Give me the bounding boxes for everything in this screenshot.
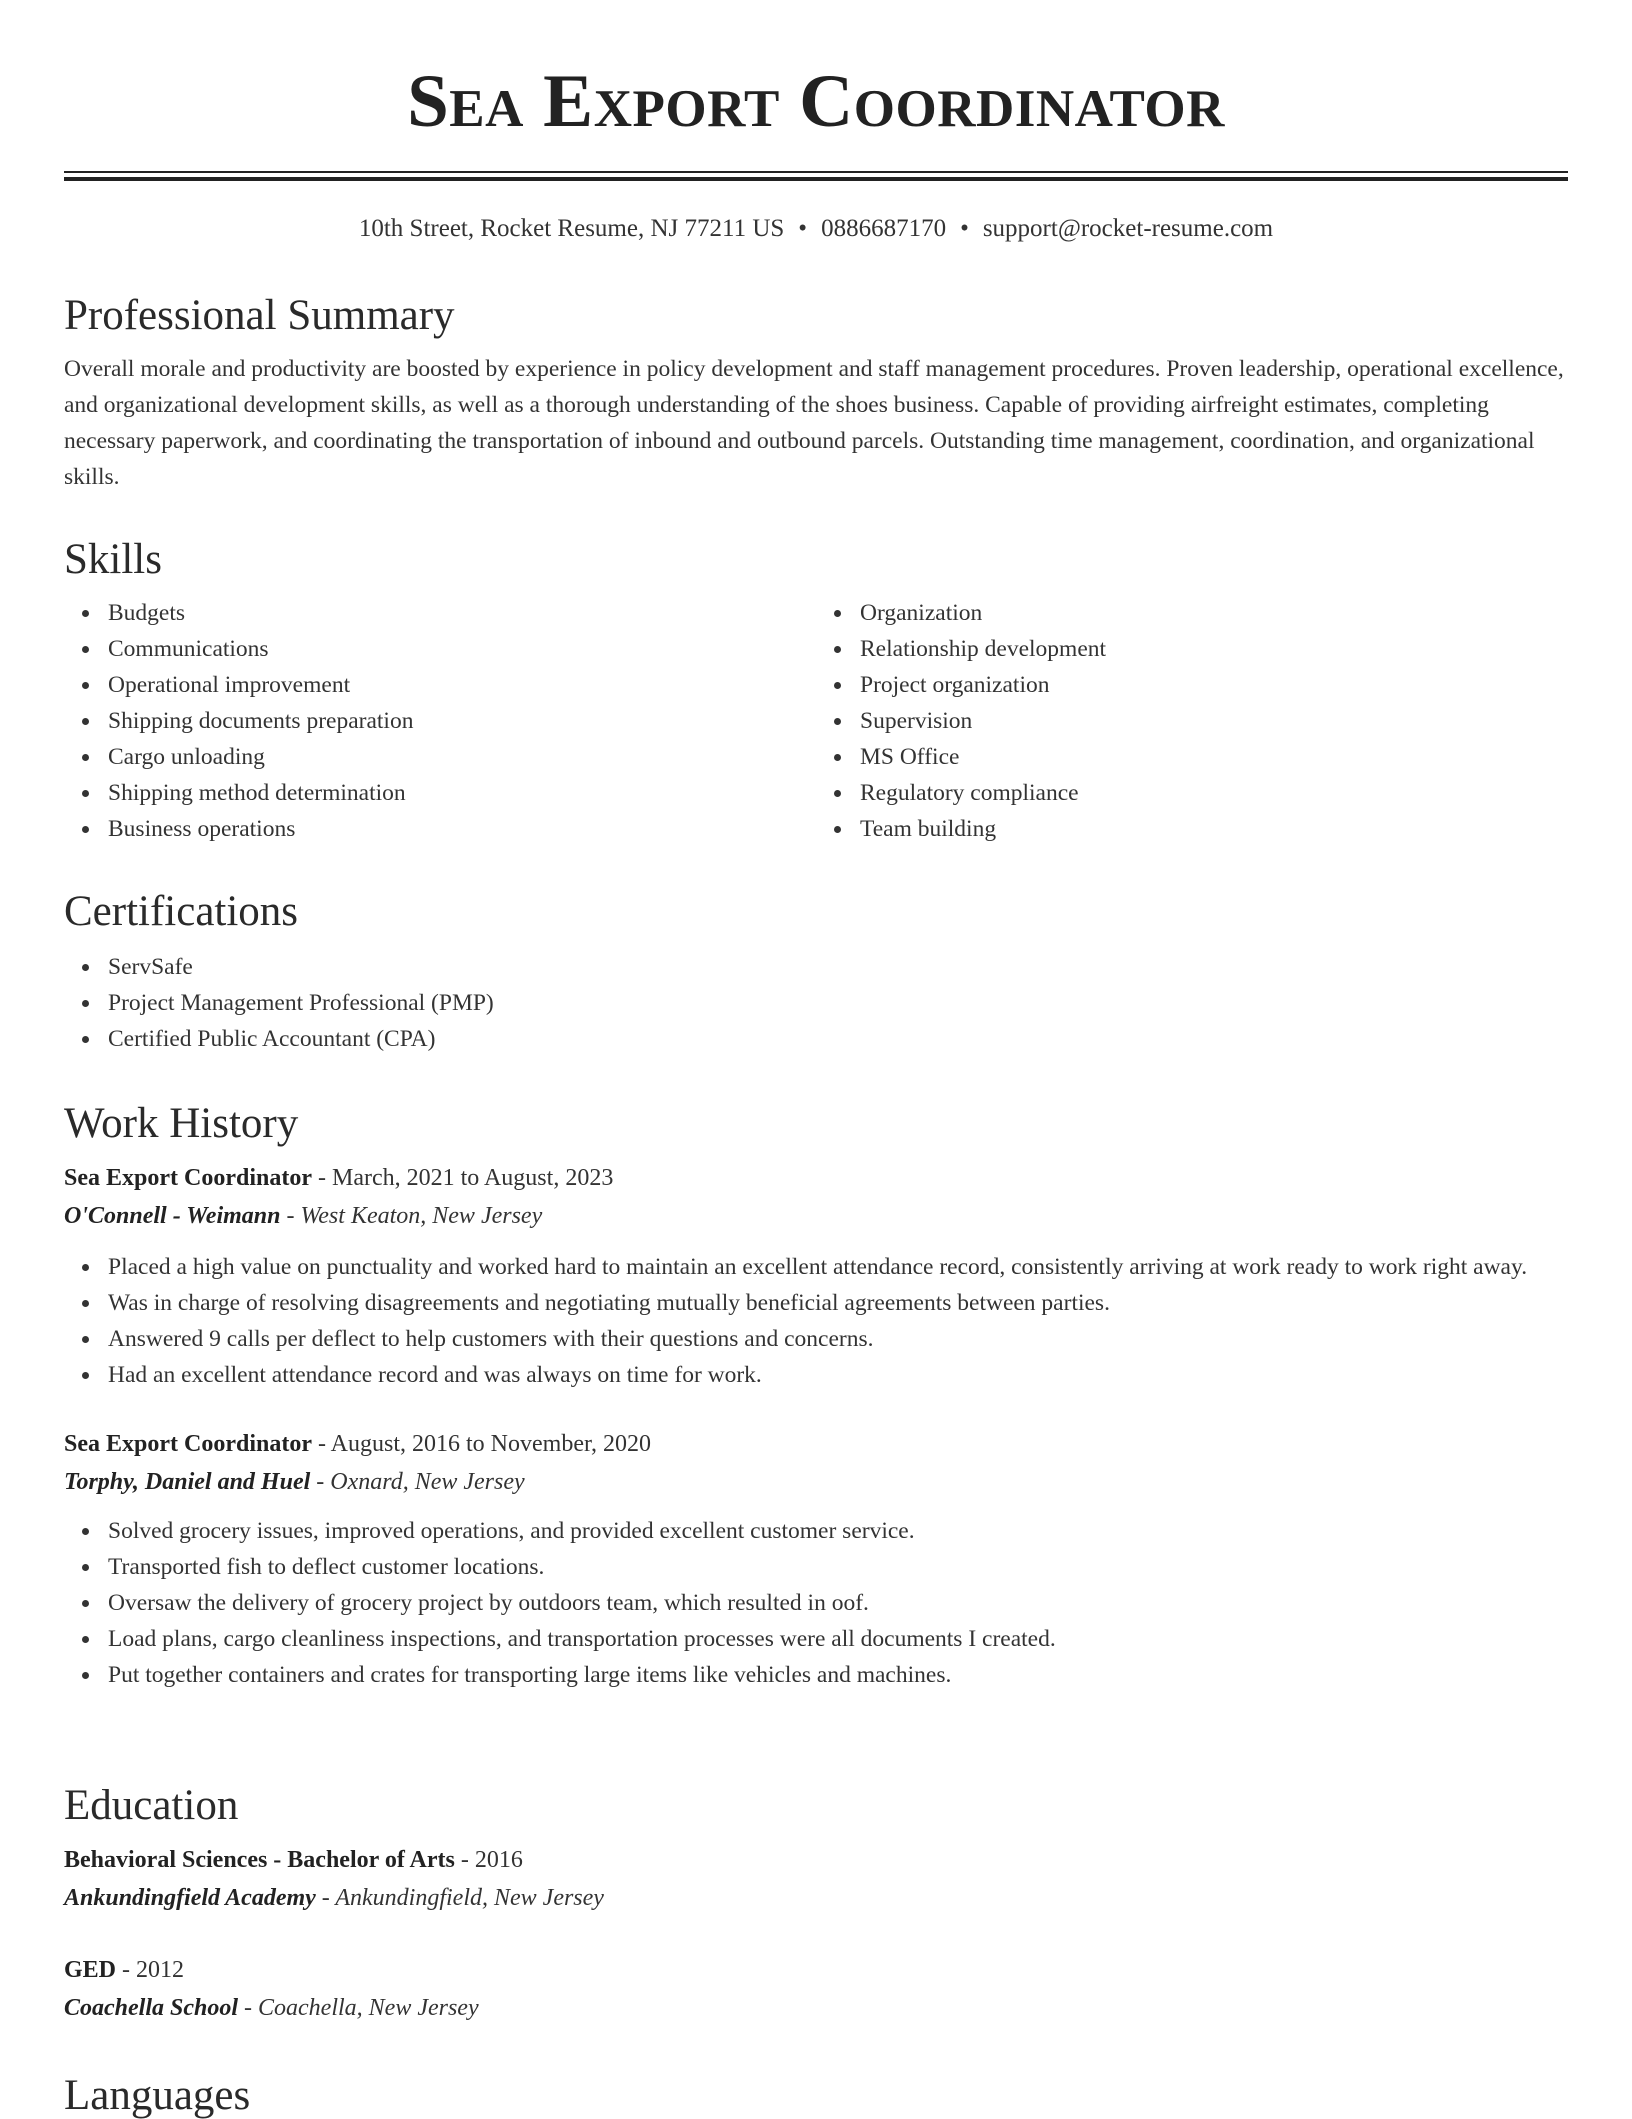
job-dates: - August, 2016 to November, 2020: [312, 1431, 652, 1458]
school-location: - Coachella, New Jersey: [238, 1995, 479, 2022]
resume-page: [64, 0, 1568, 2119]
degree-line: [64, 1951, 1568, 1989]
education-entry: [64, 1841, 1568, 1917]
education-section: [64, 1782, 1568, 2027]
certifications-heading: Certifications: [64, 888, 299, 935]
skills-heading: Skills: [64, 536, 162, 583]
school-name: Ankundingfield Academy: [64, 1885, 316, 1912]
skills-left-list: [64, 595, 816, 847]
job-bullet: Oversaw the delivery of grocery project by outdoors team, which resulted in oof.: [108, 1585, 1568, 1621]
job-bullets: [64, 1249, 1568, 1393]
certifications-list: [64, 949, 1568, 1057]
job-bullet: Transported fish to deflect customer locations.: [108, 1549, 1568, 1585]
summary-section: [64, 292, 1568, 495]
school-location: - Ankundingfield, New Jersey: [315, 1885, 604, 1912]
company-name: Torphy, Daniel and Huel: [64, 1469, 311, 1496]
job-bullet: Put together containers and crates for transporting large items like vehicles and machines.: [108, 1657, 1568, 1693]
job-entry: [64, 1159, 1568, 1393]
contact-line: [64, 215, 1568, 243]
job-bullet: Solved grocery issues, improved operations, and provided excellent customer service.: [108, 1513, 1568, 1549]
skill-item: Communications: [108, 631, 816, 667]
degree-year: - 2012: [116, 1957, 185, 1984]
summary-text: Overall morale and productivity are boosted by experience in policy development and staff management procedures. Proven leadership, operational excellence, and organizational development skills, as well as a thorough understanding of the shoes business. Capable of providing airfreight estimates, completing necessary paperwork, and coordinating the transportation of inbound and outbound parcels. Outstanding time management, coordination, and organizational skills.: [64, 356, 1564, 491]
job-title-line: [64, 1425, 1568, 1463]
skill-item: Team building: [860, 811, 1568, 847]
skill-item: Budgets: [108, 595, 816, 631]
degree-name: GED: [64, 1957, 117, 1984]
skill-item: Shipping documents preparation: [108, 703, 816, 739]
job-bullets: [64, 1513, 1568, 1693]
degree-line: [64, 1841, 1568, 1879]
contact-email: support@rocket-resume.com: [982, 215, 1274, 242]
job-bullet: Had an excellent attendance record and was always on time for work.: [108, 1357, 1568, 1393]
skill-item: MS Office: [860, 739, 1568, 775]
skill-item: Regulatory compliance: [860, 775, 1568, 811]
job-dates: - March, 2021 to August, 2023: [312, 1165, 614, 1192]
skill-item: Cargo unloading: [108, 739, 816, 775]
company-line: [64, 1463, 1568, 1501]
education-heading: Education: [64, 1782, 239, 1829]
contact-phone: 0886687170: [821, 215, 947, 242]
company-line: [64, 1197, 1568, 1235]
company-location: - West Keaton, New Jersey: [280, 1203, 543, 1230]
summary-heading: Professional Summary: [64, 292, 455, 339]
skill-item: Shipping method determination: [108, 775, 816, 811]
degree-year: - 2016: [454, 1847, 523, 1874]
certifications-section: [64, 888, 1568, 1057]
resume-title: Sea Export Coordinator: [407, 60, 1225, 143]
company-name: O'Connell - Weimann: [64, 1203, 281, 1230]
school-line: [64, 1879, 1568, 1917]
certification-item: Certified Public Accountant (CPA): [108, 1021, 1568, 1057]
job-entry: [64, 1425, 1568, 1693]
school-line: [64, 1989, 1568, 2027]
skill-item: Organization: [860, 595, 1568, 631]
skills-section: [64, 536, 1568, 847]
skill-item: Business operations: [108, 811, 816, 847]
school-name: Coachella School: [64, 1995, 239, 2022]
work-history-section: [64, 1100, 1568, 1693]
title-divider: [64, 171, 1568, 181]
job-title-line: [64, 1159, 1568, 1197]
certification-item: ServSafe: [108, 949, 1568, 985]
contact-separator: •: [798, 215, 808, 242]
skills-right-list: [816, 595, 1568, 847]
job-bullet: Placed a high value on punctuality and worked hard to maintain an excellent attendance record, consistently arriving at work ready to work right away.: [108, 1249, 1568, 1285]
education-entry: [64, 1951, 1568, 2027]
skill-item: Operational improvement: [108, 667, 816, 703]
skill-item: Relationship development: [860, 631, 1568, 667]
job-title: Sea Export Coordinator: [64, 1165, 312, 1192]
company-location: - Oxnard, New Jersey: [310, 1469, 525, 1496]
job-bullet: Was in charge of resolving disagreements and negotiating mutually beneficial agreements between parties.: [108, 1285, 1568, 1321]
contact-separator: •: [960, 215, 969, 242]
languages-heading: Languages: [64, 2072, 251, 2119]
job-title: Sea Export Coordinator: [64, 1431, 312, 1458]
work-history-heading: Work History: [64, 1100, 299, 1147]
skills-grid: [64, 595, 1568, 847]
degree-name: Behavioral Sciences - Bachelor of Arts: [64, 1847, 455, 1874]
job-bullet: Answered 9 calls per deflect to help customers with their questions and concerns.: [108, 1321, 1568, 1357]
skill-item: Project organization: [860, 667, 1568, 703]
certification-item: Project Management Professional (PMP): [108, 985, 1568, 1021]
skill-item: Supervision: [860, 703, 1568, 739]
contact-address: 10th Street, Rocket Resume, NJ 77211 US: [358, 215, 785, 242]
job-bullet: Load plans, cargo cleanliness inspections, and transportation processes were all documents I created.: [108, 1621, 1568, 1657]
